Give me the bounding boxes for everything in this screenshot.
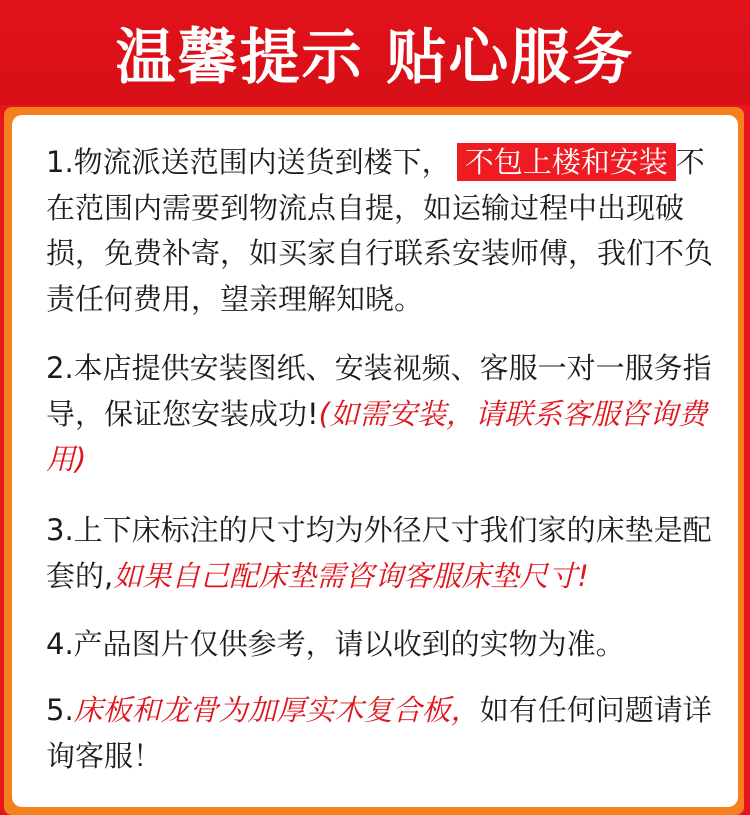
- notice-number: 3.: [46, 513, 74, 547]
- notice-text: 产品图片仅供参考，请以收到的实物为准。: [73, 627, 625, 661]
- notice-item-5: [46, 688, 716, 779]
- notice-red-text: 床板和龙骨为加厚实木复合板，: [73, 693, 480, 727]
- notice-red-text: 如果自己配床垫需咨询客服床垫尺寸!: [113, 558, 589, 593]
- notice-text: 本店提供安装图纸、安装视频、客服一对一服务指导，保证您安装成功!: [46, 351, 712, 431]
- notice-item-1: [46, 140, 716, 322]
- highlight-badge: 不包上楼和安装: [457, 143, 676, 181]
- header-banner: [0, 0, 750, 105]
- notice-text: 如有任何问题请详询客服！: [46, 693, 712, 773]
- notice-item-3: [46, 508, 716, 599]
- notice-number: 2.: [46, 351, 74, 385]
- notice-text: 不在范围内需要到物流点自提，如运输过程中出现破损，免费补寄，如买家自行联系安装师傅，我们不负责任何费用，望亲理解知晓。: [46, 145, 714, 316]
- notice-number: 5.: [46, 693, 74, 727]
- page-title: 温馨提示 贴心服务: [115, 22, 635, 93]
- notice-text: 上下床标注的尺寸均为外径尺寸我们家的床垫是配套的,: [46, 513, 712, 593]
- notice-item-4: [46, 622, 716, 668]
- notice-red-text: (如需安装，请联系客服咨询费用): [46, 396, 707, 476]
- notice-text: 物流派送范围内送货到楼下，: [73, 145, 451, 179]
- notice-number: 1.: [46, 145, 74, 179]
- notice-number: 4.: [46, 627, 74, 661]
- notice-item-2: [46, 346, 716, 483]
